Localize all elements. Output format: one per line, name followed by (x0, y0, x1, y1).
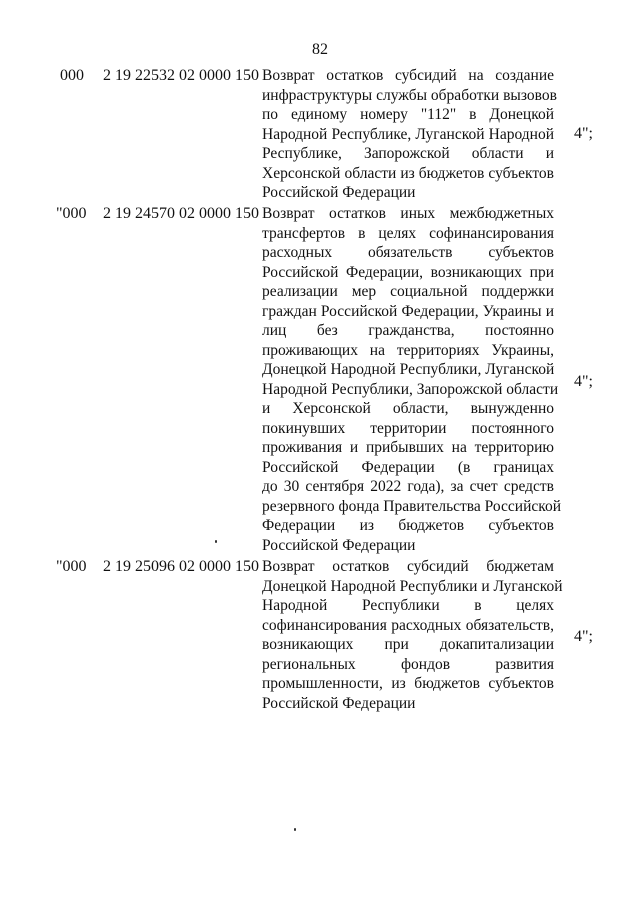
description-line: до 30 сентября 2022 года), за счет средств (262, 478, 554, 495)
entry-description (262, 66, 557, 203)
budget-classification-code: 2 19 25096 02 0000 150 (103, 558, 259, 575)
scan-speck (294, 828, 296, 831)
description-line: Российской Федерации, возникающих при (262, 263, 554, 281)
admin-code: "000 (56, 558, 87, 575)
description-line: Федерации из бюджетов субъектов (262, 517, 554, 534)
entry-amount: 4"; (574, 125, 593, 142)
entry-description (262, 557, 563, 713)
description-line: трансфертов в целях софинансирования (262, 224, 554, 242)
description-line: проживающих на территориях Украины, (262, 341, 554, 359)
admin-code: "000 (56, 205, 87, 222)
page-number: 82 (312, 41, 328, 58)
description-line: Народной Республики, Запорожской области (262, 380, 559, 398)
description-line: проживания и прибывших на территорию (262, 439, 554, 456)
description-line: Российской Федерации (262, 694, 416, 712)
budget-classification-code: 2 19 24570 02 0000 150 (103, 205, 259, 222)
description-line: Российской Федерации (262, 536, 416, 554)
admin-code: 000 (60, 67, 84, 84)
description-line: граждан Российской Федерации, Украины и (262, 302, 554, 320)
description-line: софинансирования расходных обязательств, (262, 616, 554, 634)
description-line: региональных фондов развития (262, 655, 554, 673)
description-line: Народной Республики в целях (262, 597, 554, 614)
scan-speck (215, 540, 217, 543)
description-line: Народной Республике, Луганской Народной (262, 125, 554, 143)
entry-amount: 4"; (574, 628, 593, 645)
entry-amount: 4"; (574, 373, 593, 390)
description-line: Донецкой Народной Республики, Луганской (262, 361, 555, 378)
description-line: Российской Федерации (262, 184, 416, 201)
description-line: резервного фонда Правительства Российской (262, 497, 562, 515)
budget-classification-code: 2 19 22532 02 0000 150 (103, 67, 259, 84)
description-line: промышленности, из бюджетов субъектов (262, 675, 554, 692)
description-line: возникающих при докапитализации (262, 636, 554, 653)
description-line: Возврат остатков субсидий бюджетам (262, 558, 554, 575)
description-line: Возврат остатков иных межбюджетных (262, 205, 554, 222)
description-line: Херсонской области из бюджетов субъектов (262, 164, 554, 182)
entry-description (262, 204, 562, 555)
description-line: расходных обязательств субъектов (262, 244, 554, 261)
description-line: инфраструктуры службы обработки вызовов (262, 86, 557, 104)
description-line: покинувших территории постоянного (262, 419, 554, 437)
description-line: реализации мер социальной поддержки (262, 283, 554, 300)
description-line: Российской Федерации (в границах (262, 458, 554, 476)
description-line: Возврат остатков субсидий на создание (262, 67, 554, 84)
description-line: Донецкой Народной Республики и Луганской (262, 577, 563, 595)
description-line: и Херсонской области, вынужденно (262, 400, 554, 417)
description-line: по единому номеру "112" в Донецкой (262, 106, 554, 123)
description-line: Республике, Запорожской области и (262, 145, 554, 162)
description-line: лиц без гражданства, постоянно (262, 322, 554, 339)
